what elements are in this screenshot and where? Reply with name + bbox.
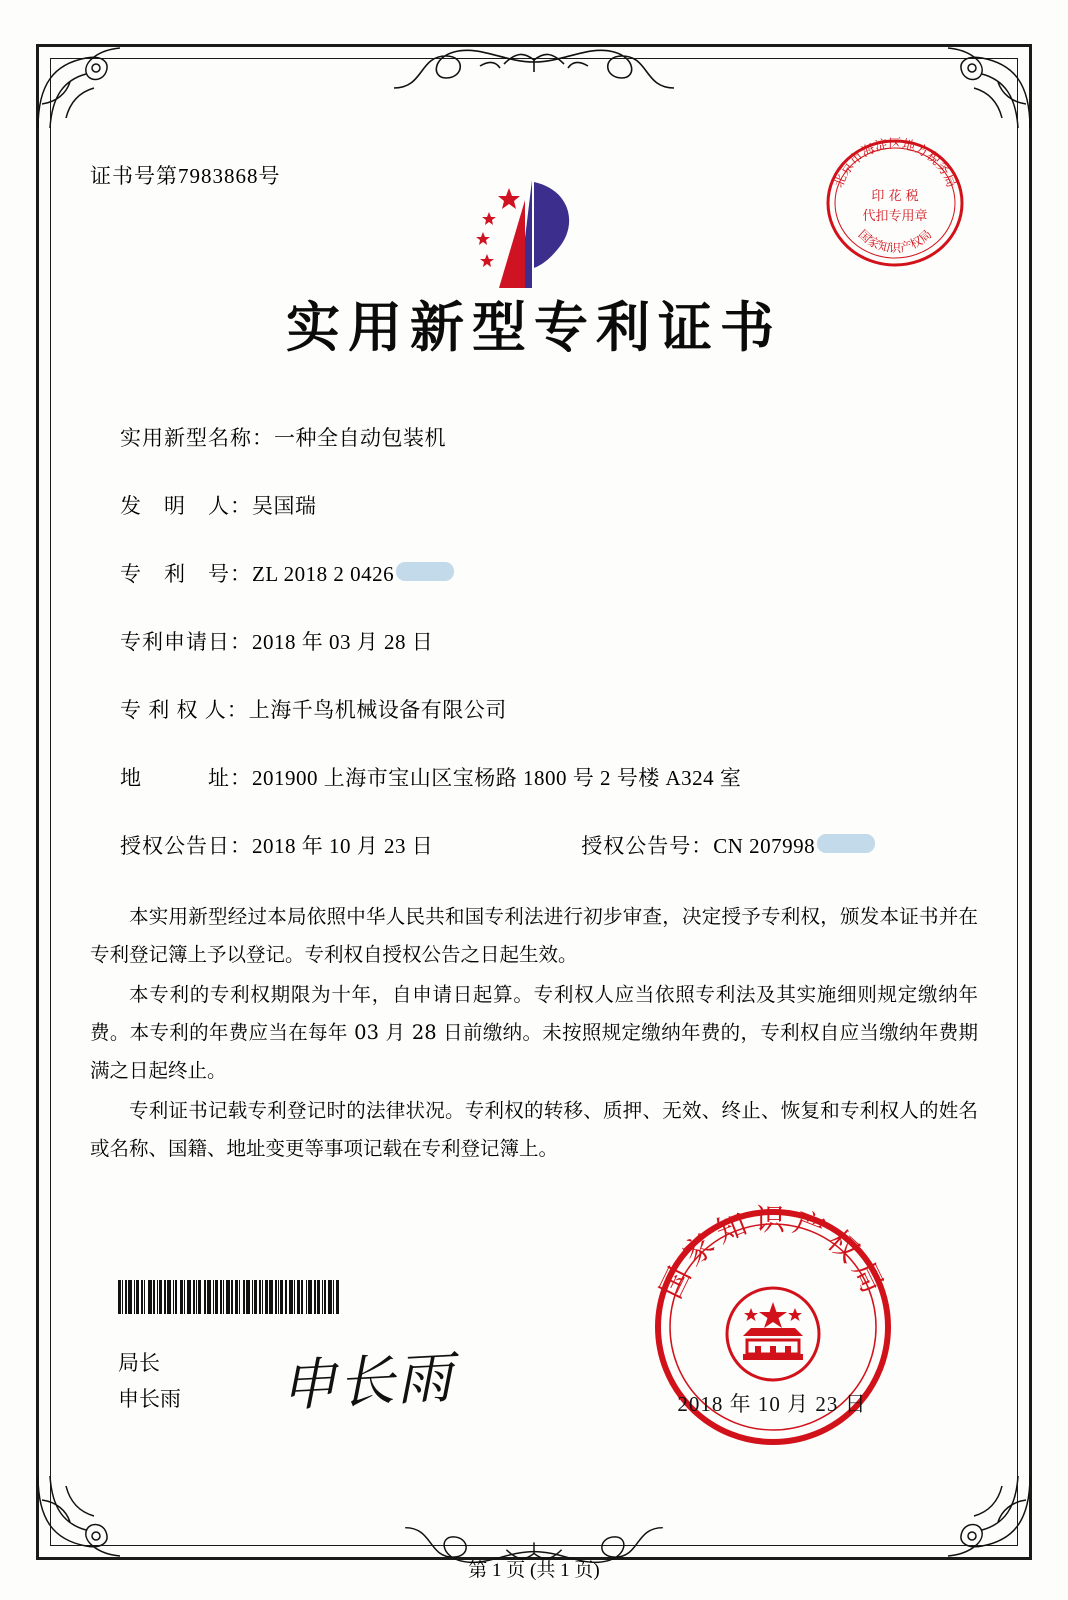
field-label: 专 利 权 人： [120,698,249,722]
certificate-number: 证书号第7983868号 [90,164,281,188]
field-row-address [120,762,978,792]
field-list [90,422,978,860]
director-name: 申长雨 [118,1387,181,1412]
barcode [118,1280,410,1314]
svg-text:代扣专用章: 代扣专用章 [862,209,928,224]
field-value: 一种全自动包装机 [274,426,446,450]
svg-text:国家知识产权局: 国家知识产权局 [653,1203,893,1305]
field-label: 实用新型名称： [120,426,274,450]
page-title: 实用新型专利证书 [286,295,782,359]
field-label: 发 明 人： [120,494,252,518]
svg-text:北京市海淀区地方税务局: 北京市海淀区地方税务局 [831,137,959,190]
field-value: 201900 上海市宝山区宝杨路 1800 号 2 号楼 A324 室 [252,766,742,790]
grant-number-value: CN 207998 [713,834,816,858]
seal-date: 2018 年 10 月 23 日 [677,1392,867,1416]
field-value: 吴国瑞 [252,494,317,518]
paragraph: 本专利的专利权期限为十年，自申请日起算。专利权人应当依照专利法及其实施细则规定缴纳年费。本专利的年费应当在每年 03 月 28 日前缴纳。未按照规定缴纳年费的，专利权自应当缴纳年费期满之日起终止。 [90,983,978,1083]
svg-text:印 花 税: 印 花 税 [871,189,919,204]
paragraph: 专利证书记载专利登记时的法律状况。专利权的转移、质押、无效、终止、恢复和专利权人的姓名或名称、国籍、地址变更等事项记载在专利登记簿上。 [90,1099,978,1161]
paragraph: 本实用新型经过本局依照中华人民共和国专利法进行初步审查，决定授予专利权，颁发本证书并在专利登记簿上予以登记。专利权自授权公告之日起生效。 [90,905,978,967]
field-row-inventor [120,490,978,520]
field-value: 上海千鸟机械设备有限公司 [248,698,507,722]
field-value: ZL 2018 2 0426 [252,562,395,586]
certificate-content [90,120,978,1510]
field-label: 专 利 号： [120,562,252,586]
body-text [90,898,978,1168]
field-row-grant [120,830,978,860]
svg-text:国家知识产权局: 国家知识产权局 [855,227,935,255]
cnipa-logo-icon [459,170,609,300]
grant-date-label: 授权公告日： [120,834,252,858]
field-row-patentee [120,694,978,724]
field-value: 2018 年 03 月 28 日 [252,630,434,654]
field-label: 地 址： [120,766,252,790]
redaction-mark [396,562,454,581]
handwritten-signature: 申长雨 [278,1345,456,1420]
page-footer: 第 1 页 (共 1 页) [468,1560,600,1581]
tax-stamp-seal [822,130,968,276]
field-row-application-date [120,626,978,656]
field-row-patent-number [120,558,978,588]
signature-block [118,1345,181,1419]
redaction-mark [817,834,875,853]
field-label: 专利申请日： [120,630,252,654]
grant-number-label: 授权公告号： [581,834,714,858]
field-row-name [120,422,978,452]
grant-date-value: 2018 年 10 月 23 日 [252,834,434,858]
director-label: 局长 [118,1350,160,1375]
top-flourish-ornament [384,42,684,92]
